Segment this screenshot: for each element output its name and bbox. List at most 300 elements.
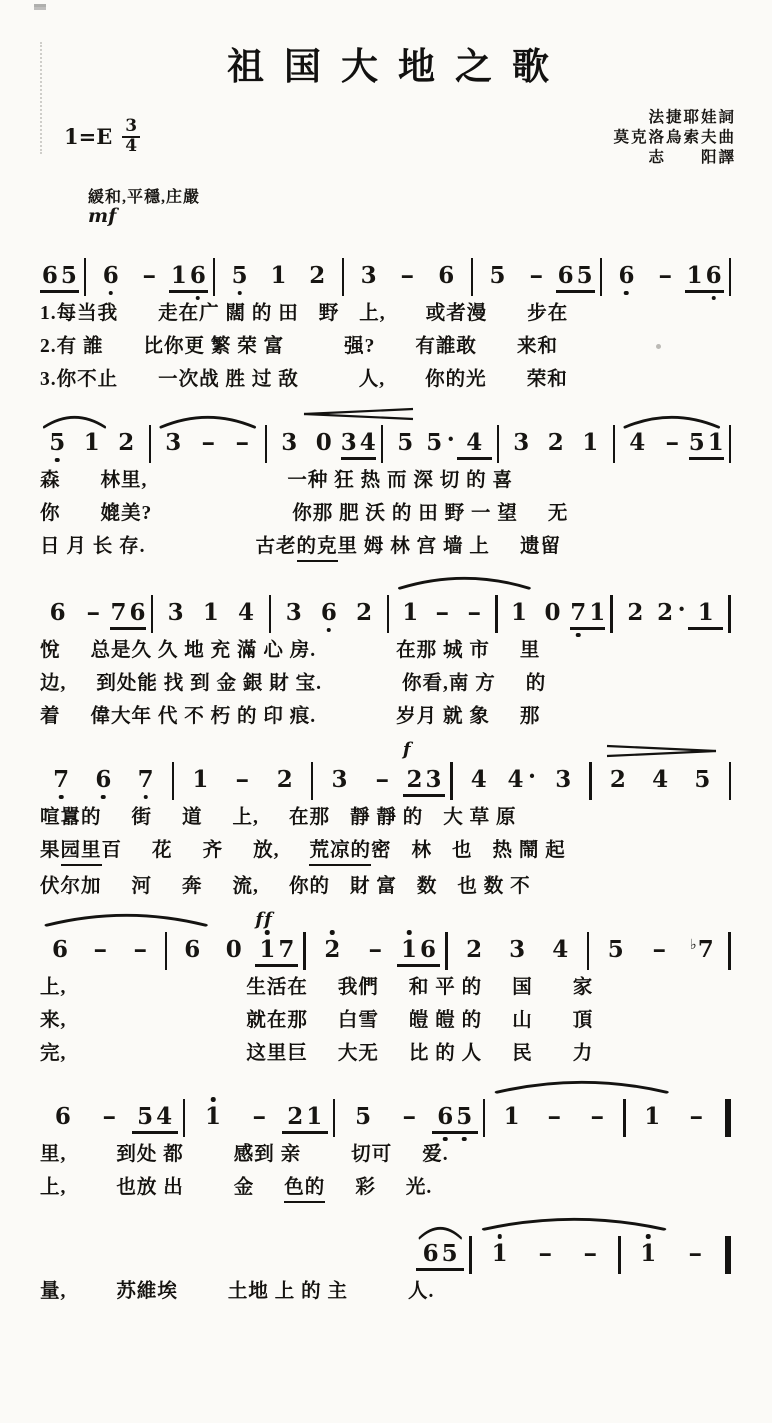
note-digit: 3 — [285, 599, 302, 626]
barline — [333, 1099, 336, 1137]
meter-denominator: 4 — [122, 136, 140, 156]
note-token — [169, 264, 208, 293]
rest-dash: – — [688, 1240, 703, 1267]
notes-line — [40, 909, 736, 967]
note-digit: 4 — [652, 766, 669, 793]
note-digit: 2 — [287, 1103, 304, 1130]
lyric-segment: 林 — [411, 840, 433, 861]
note-digit: 6 — [54, 1103, 71, 1130]
note-token — [646, 264, 685, 293]
octave-dot-below — [327, 628, 332, 633]
lyric-row — [40, 806, 736, 830]
note-token — [120, 938, 160, 967]
note-token — [220, 264, 259, 293]
note-token — [556, 264, 595, 293]
slur-group — [490, 1096, 673, 1134]
crescendo-hairpin — [299, 407, 417, 421]
note-token — [318, 768, 360, 797]
lyric-segment: 花 — [152, 840, 173, 861]
lyric-segment: 和 平 的 — [408, 977, 483, 998]
note-digit: 2 — [627, 599, 644, 626]
music-system — [40, 592, 736, 729]
barline — [387, 595, 390, 633]
rest-dash: – — [251, 1103, 266, 1130]
note-token — [75, 431, 110, 460]
note-digit: 5 — [688, 429, 705, 456]
barline — [600, 258, 603, 296]
note-token — [394, 601, 426, 630]
note-token — [282, 1105, 328, 1134]
barline — [729, 258, 732, 296]
note-digit: 3 — [360, 262, 377, 289]
lyric-segment: 数 — [416, 876, 438, 897]
barline — [172, 762, 175, 800]
note-token — [631, 1105, 674, 1134]
lyric-segment: 你那 肥 沃 的 田 野 一 望 — [292, 503, 518, 524]
lyric-segment: 这里巨 — [246, 1043, 308, 1064]
lyric-segment: 密 — [370, 840, 392, 861]
note-digit: 6 — [129, 599, 146, 626]
note-token — [478, 264, 517, 293]
note-token — [689, 431, 724, 460]
note-token — [212, 938, 255, 967]
note-digit: 1 — [589, 599, 606, 626]
lyric-segment: 来, — [40, 1010, 67, 1031]
barline — [728, 932, 731, 970]
lyric-segment: 着 — [40, 706, 61, 727]
lyric-segment: 或者漫 — [425, 303, 488, 324]
slur-group — [416, 1242, 465, 1271]
note-token — [680, 938, 723, 967]
slur-group — [40, 431, 109, 460]
rest-dash: – — [689, 1103, 704, 1130]
notes-line — [40, 255, 736, 293]
note-token — [503, 601, 535, 630]
opening-dynamic: mf — [88, 205, 117, 227]
lyric-segment: 的克 — [297, 535, 338, 562]
barline — [729, 762, 732, 800]
note-digit: 0 — [544, 599, 561, 626]
note-token — [130, 264, 169, 293]
note-digit: 3 — [281, 429, 298, 456]
lyric-segment: 在那 城 市 — [396, 640, 490, 661]
note-token — [504, 431, 539, 460]
time-signature — [122, 118, 140, 156]
barline — [623, 1099, 626, 1137]
note-digit: 6 — [51, 936, 68, 963]
note-digit: 6 — [94, 768, 113, 791]
note-token — [533, 1105, 576, 1134]
note-digit: 1 — [697, 599, 714, 626]
lyric-segment: 河 — [131, 876, 153, 897]
note-token — [349, 264, 388, 293]
note-digit: 5 — [48, 431, 67, 454]
note-digit: 4 — [507, 766, 524, 793]
note-digit: 2 — [609, 766, 626, 793]
notes-line — [416, 1233, 736, 1271]
credit-translator: 志 阳譯 — [648, 149, 736, 166]
rest-dash: – — [374, 766, 389, 793]
note-token — [626, 1242, 671, 1271]
note-digit: 5 — [397, 429, 414, 456]
rest-dash: – — [658, 262, 673, 289]
augmentation-dot: · — [446, 426, 455, 453]
note-token — [264, 768, 306, 797]
note-token — [91, 264, 130, 293]
lyric-segment: 里 — [519, 640, 541, 661]
note-digit: 1 — [503, 1103, 520, 1130]
note-token — [671, 1242, 720, 1271]
octave-dot-below — [143, 795, 148, 800]
note-token — [361, 768, 403, 797]
lyric-segment: 你的 — [288, 876, 330, 897]
note-token — [496, 938, 539, 967]
note-digit: 3 — [331, 766, 348, 793]
barline — [381, 425, 384, 463]
music-system — [40, 1233, 736, 1304]
note-digit: 5 — [694, 766, 711, 793]
lyric-segment: 总是久 久 地 充 滿 心 房. — [90, 640, 317, 661]
note-token — [477, 1242, 522, 1271]
lyric-segment: 就在那 — [246, 1010, 308, 1031]
rest-dash: – — [467, 599, 482, 626]
octave-dot-above — [497, 1234, 502, 1239]
note-token — [388, 264, 427, 293]
note-digit: 2 — [406, 766, 423, 793]
note-token — [132, 1105, 178, 1134]
lyric-segment: 家 — [572, 977, 594, 998]
note-digit: 3 — [509, 936, 526, 963]
barline — [303, 932, 306, 970]
note-digit: 6 — [101, 264, 120, 287]
note-digit: 7 — [569, 601, 588, 624]
note-token — [568, 1242, 613, 1271]
note-digit: 2 — [657, 599, 674, 626]
lyric-segment: 爱. — [422, 1144, 449, 1165]
note-token — [225, 431, 260, 460]
lyric-segment: 荣和 — [526, 369, 568, 390]
rest-dash: – — [538, 1240, 552, 1267]
lyric-segment: 切可 — [351, 1144, 393, 1165]
octave-dot-below — [55, 458, 60, 463]
lyric-segment: 彩 — [355, 1177, 376, 1198]
note-digit: 1 — [306, 1103, 323, 1130]
note-digit: 3 — [555, 766, 572, 793]
note-token — [259, 264, 298, 293]
lyric-segment: 皚 皚 的 — [408, 1010, 483, 1031]
music-systems — [40, 255, 736, 1304]
note-token — [674, 1105, 720, 1134]
octave-dot-above — [265, 930, 270, 935]
octave-dot-below — [108, 291, 113, 296]
note-token — [40, 431, 75, 460]
note-token — [40, 768, 82, 797]
lyric-segment: 边, — [40, 673, 67, 694]
lyric-segment: 到处能 找 到 金 銀 財 宝. — [96, 673, 323, 694]
note-digit: 5 — [355, 1103, 372, 1130]
note-token — [573, 431, 608, 460]
barline — [497, 425, 500, 463]
note-digit: 3 — [165, 429, 182, 456]
lyric-row — [40, 875, 736, 899]
note-digit: 3 — [425, 766, 442, 793]
final-barline — [725, 1099, 732, 1137]
note-digit: 1 — [402, 599, 419, 626]
slur-arc — [622, 414, 722, 429]
note-token — [539, 938, 582, 967]
barline — [149, 425, 152, 463]
note-digit: 6 — [188, 264, 207, 287]
note-token — [535, 601, 570, 630]
note-digit: 1 — [400, 938, 419, 961]
note-digit: 1 — [686, 262, 703, 289]
note-token — [388, 431, 423, 460]
note-digit: 1 — [204, 1105, 223, 1128]
note-digit: 5 — [576, 262, 593, 289]
lyric-segment: 比你更 繁 荣 富 — [143, 336, 285, 357]
rest-dash: – — [664, 429, 679, 456]
note-digit: 2 — [323, 938, 342, 961]
slur-arc — [396, 575, 533, 590]
slur-arc — [418, 1225, 463, 1240]
note-token — [539, 431, 574, 460]
note-digit: 1 — [258, 938, 277, 961]
lyric-segment: 奔 — [182, 876, 203, 897]
lyric-segment: 遗留 — [519, 536, 561, 557]
rest-dash: – — [529, 262, 544, 289]
note-digit: 6 — [319, 601, 338, 624]
note-digit: 0 — [225, 936, 242, 963]
slur-group — [156, 431, 260, 460]
barline — [183, 1099, 186, 1137]
lyric-segment: 道 — [182, 807, 203, 828]
note-digit: 2 — [466, 936, 483, 963]
lyric-segment: 頂 — [572, 1010, 594, 1031]
note-token — [427, 264, 466, 293]
meter-numerator: 3 — [125, 116, 138, 136]
barline — [728, 595, 731, 633]
music-system — [40, 422, 736, 562]
lyric-segment: 一次战 胜 过 敌 — [158, 369, 299, 390]
note-token — [490, 1105, 533, 1134]
note-digit: 5 — [455, 1105, 474, 1128]
note-token — [607, 264, 646, 293]
barline — [483, 1099, 486, 1137]
note-token — [341, 431, 376, 460]
note-digit: 6 — [420, 936, 437, 963]
note-token — [685, 264, 724, 293]
lyric-segment: 上, — [232, 807, 259, 828]
note-digit: 1 — [192, 766, 209, 793]
lyric-segment: 的 — [525, 673, 547, 694]
note-digit: ♭7 — [690, 936, 714, 963]
note-digit: 6 — [436, 1105, 455, 1128]
rest-dash: – — [590, 1103, 604, 1130]
octave-dot-below — [59, 795, 64, 800]
barline — [471, 258, 474, 296]
note-token — [80, 938, 120, 967]
slur-arc — [492, 1079, 671, 1094]
note-token — [594, 938, 637, 967]
lyric-segment: 街 — [131, 807, 153, 828]
lyric-segment: 也 — [452, 840, 473, 861]
note-token — [688, 601, 723, 630]
note-token — [618, 601, 653, 630]
note-digit: 1 — [83, 429, 100, 456]
note-token — [570, 601, 605, 630]
lyric-segment: 放, — [253, 840, 280, 861]
barline — [610, 595, 613, 633]
lyric-segment: 你的光 — [425, 369, 487, 390]
note-digit: 1 — [270, 262, 287, 289]
note-digit: 0 — [315, 429, 332, 456]
lyric-segment: 里 姆 林 宫 墙 上 — [337, 536, 490, 557]
octave-dot-below — [443, 1137, 448, 1142]
note-token — [386, 1105, 432, 1134]
notes-line — [40, 592, 736, 630]
lyric-segment: 走在广 闊 的 田 — [158, 303, 299, 324]
lyric-row — [40, 976, 736, 1000]
lyric-row — [40, 302, 736, 326]
credit-composer: 莫克洛烏索夫曲 — [613, 129, 736, 146]
music-system — [40, 255, 736, 392]
note-digit: 1 — [490, 1242, 509, 1265]
lyric-segment: 有誰敢 — [415, 336, 477, 357]
note-token — [193, 601, 228, 630]
lyric-segment: 林里, — [100, 470, 148, 491]
lyric-segment: 园里 — [61, 839, 102, 866]
barline — [265, 425, 268, 463]
note-token — [156, 431, 191, 460]
lyric-segment: 一种 狂 热 而 深 切 的 喜 — [287, 470, 514, 491]
lyric-segment: 金 — [233, 1177, 255, 1198]
note-token — [354, 938, 397, 967]
lyric-row — [40, 469, 736, 493]
lyric-segment: 色的 — [284, 1176, 325, 1203]
flat-sign: ♭ — [690, 937, 697, 953]
note-digit: 4 — [466, 429, 483, 456]
lyric-segment: 强? — [344, 336, 376, 357]
barline — [613, 425, 616, 463]
note-token — [423, 426, 458, 460]
lyric-segment: 偉大年 代 不 朽 的 印 痕. — [90, 706, 317, 727]
barline — [311, 762, 314, 800]
lyric-segment: 岁月 就 象 — [396, 706, 490, 727]
note-digit: 6 — [557, 262, 574, 289]
barline — [618, 1236, 621, 1274]
lyric-segment: 在那 — [288, 807, 330, 828]
lyric-segment: 步在 — [527, 303, 569, 324]
note-digit: 1 — [707, 429, 724, 456]
note-token — [40, 264, 79, 293]
note-token — [75, 601, 110, 630]
rest-dash: – — [547, 1103, 562, 1130]
key-signature — [64, 118, 140, 156]
note-digit: 5 — [137, 1103, 154, 1130]
lyric-segment: 土地 上 的 主 — [227, 1281, 349, 1302]
note-digit: 4 — [156, 1103, 173, 1130]
lyric-segment: 那 — [519, 706, 541, 727]
slur-arc — [42, 414, 107, 429]
note-token — [40, 1105, 86, 1134]
note-digit: 2 — [118, 429, 135, 456]
final-barline — [725, 1236, 732, 1274]
note-token — [276, 601, 311, 630]
lyric-row — [40, 368, 736, 392]
note-digit: 6 — [49, 599, 66, 626]
note-digit: 2 — [276, 766, 293, 793]
lyric-row — [40, 1042, 736, 1066]
lyric-row — [40, 502, 736, 526]
octave-dot-above — [330, 930, 335, 935]
note-token — [576, 1105, 619, 1134]
note-token — [82, 768, 124, 797]
rest-dash: – — [402, 1103, 416, 1130]
lyric-segment: 生活在 — [246, 977, 308, 998]
augmentation-dot: · — [527, 763, 536, 790]
augmentation-dot: · — [677, 596, 686, 623]
note-token — [40, 938, 80, 967]
barline — [587, 932, 590, 970]
barline — [450, 762, 453, 800]
lyric-segment: 我們 — [337, 977, 379, 998]
barline — [269, 595, 272, 633]
lyric-segment: 伏尔加 — [40, 876, 102, 897]
lyric-segment: 人, — [358, 369, 386, 390]
note-token — [653, 596, 688, 630]
rest-dash: – — [85, 599, 100, 626]
rest-dash: – — [400, 262, 415, 289]
note-digit: 6 — [704, 264, 723, 287]
note-token — [86, 1105, 132, 1134]
note-token — [228, 601, 263, 630]
note-token — [311, 601, 346, 630]
lyric-segment: 果 — [40, 840, 61, 861]
lyric-segment: 大 草 原 — [443, 807, 517, 828]
note-token — [179, 768, 221, 797]
slur-group — [620, 431, 724, 460]
lyric-segment: 你看,南 方 — [402, 673, 496, 694]
note-digit: 4 — [552, 936, 569, 963]
note-token — [453, 938, 496, 967]
note-token — [221, 768, 263, 797]
note-token — [639, 768, 681, 797]
subheader — [40, 108, 736, 168]
barline — [342, 258, 345, 296]
slur-arc — [42, 912, 210, 927]
note-token — [655, 431, 690, 460]
note-token — [517, 264, 556, 293]
lyric-segment: 上, — [40, 1177, 67, 1198]
rest-dash: – — [235, 766, 250, 793]
barline — [213, 258, 216, 296]
note-token — [307, 431, 342, 460]
note-token — [542, 768, 584, 797]
note-token — [347, 601, 382, 630]
note-digit: 1 — [644, 1103, 661, 1130]
note-token — [402, 739, 445, 797]
rest-dash: – — [583, 1240, 598, 1267]
note-token — [416, 1242, 465, 1271]
octave-dot-below — [576, 633, 581, 638]
decrescendo-hairpin — [603, 744, 721, 758]
note-digit: 7 — [136, 768, 155, 791]
note-digit: 2 — [356, 599, 373, 626]
octave-dot-below — [711, 296, 716, 301]
note-token — [124, 768, 166, 797]
lyric-segment: 喧囂的 — [40, 807, 102, 828]
lyric-row — [40, 705, 736, 729]
